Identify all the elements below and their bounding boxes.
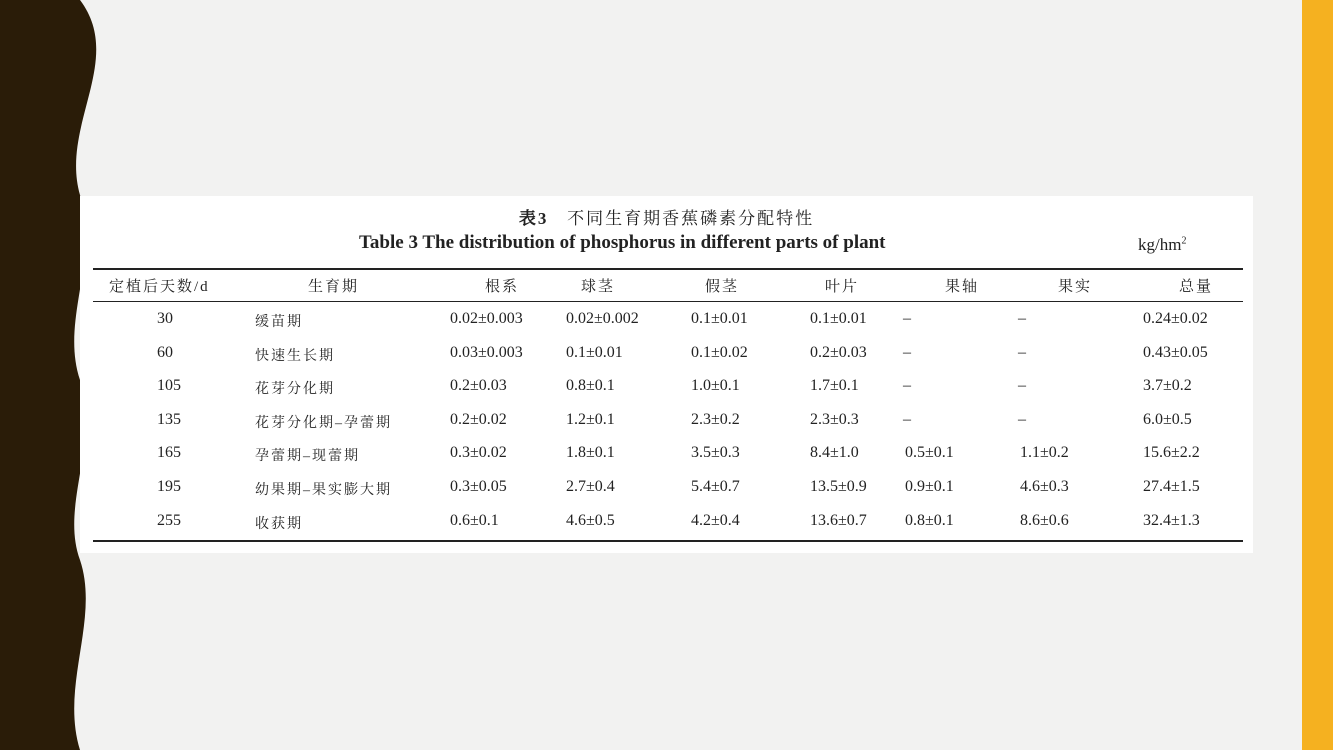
fruit-axis-cell: 0.5±0.1 — [905, 444, 954, 462]
column-header: 球茎 — [581, 279, 616, 295]
unit-superscript: 2 — [1181, 235, 1187, 247]
stage-cell: 孕蕾期–现蕾期 — [255, 449, 360, 465]
pseudostem-cell: 3.5±0.3 — [691, 444, 740, 462]
column-header: 果实 — [1058, 279, 1093, 295]
pseudostem-cell: 0.1±0.01 — [691, 310, 748, 327]
fruit-axis-cell: 0.9±0.1 — [905, 477, 954, 495]
table-unit — [1138, 235, 1186, 255]
total-cell: 3.7±0.2 — [1143, 377, 1192, 395]
root-cell: 0.02±0.003 — [450, 310, 523, 327]
stage-cell: 花芽分化期 — [255, 382, 335, 398]
fruit-axis-cell: – — [903, 377, 911, 395]
total-cell: 27.4±1.5 — [1143, 477, 1200, 495]
leaf-cell: 8.4±1.0 — [810, 444, 859, 462]
leaf-cell: 0.2±0.03 — [810, 343, 867, 361]
accent-side-bar — [1302, 0, 1333, 750]
fruit-axis-cell: – — [903, 343, 911, 361]
corm-cell: 1.8±0.1 — [566, 444, 615, 462]
days-cell: 255 — [157, 511, 181, 529]
root-cell: 0.3±0.05 — [450, 477, 507, 495]
column-header: 生育期 — [308, 279, 360, 295]
root-cell: 0.2±0.02 — [450, 410, 507, 428]
leaf-cell: 1.7±0.1 — [810, 377, 859, 395]
corm-cell: 2.7±0.4 — [566, 477, 615, 495]
table-row — [93, 472, 1243, 506]
stage-cell: 快速生长期 — [255, 348, 335, 364]
column-header: 定植后天数/d — [109, 279, 210, 295]
corm-cell: 0.02±0.002 — [566, 310, 639, 327]
leaf-cell: 2.3±0.3 — [810, 410, 859, 428]
total-cell: 0.43±0.05 — [1143, 343, 1208, 361]
column-header: 总量 — [1179, 279, 1214, 295]
table-caption-cn-label: 表3 — [518, 209, 549, 228]
table-row — [93, 506, 1243, 540]
days-cell: 105 — [157, 377, 181, 395]
column-header: 果轴 — [945, 279, 980, 295]
root-cell: 0.03±0.003 — [450, 343, 523, 361]
days-cell: 30 — [157, 310, 173, 327]
table-row — [93, 371, 1243, 405]
total-cell: 32.4±1.3 — [1143, 511, 1200, 529]
unit-text: kg/hm — [1138, 235, 1182, 254]
corm-cell: 0.1±0.01 — [566, 343, 623, 361]
total-cell: 6.0±0.5 — [1143, 410, 1192, 428]
fruit-cell: 4.6±0.3 — [1020, 477, 1069, 495]
pseudostem-cell: 1.0±0.1 — [691, 377, 740, 395]
column-header: 根系 — [485, 279, 520, 295]
stage-cell: 花芽分化期–孕蕾期 — [255, 415, 392, 431]
table-caption-cn — [80, 204, 1253, 229]
leaf-cell: 13.6±0.7 — [810, 511, 867, 529]
fruit-axis-cell: 0.8±0.1 — [905, 511, 954, 529]
fruit-cell: 1.1±0.2 — [1020, 444, 1069, 462]
days-cell: 60 — [157, 343, 173, 361]
days-cell: 165 — [157, 444, 181, 462]
leaf-cell: 0.1±0.01 — [810, 310, 867, 327]
days-cell: 135 — [157, 410, 181, 428]
table-row — [93, 304, 1243, 338]
table-header-rule — [93, 301, 1243, 302]
corm-cell: 1.2±0.1 — [566, 410, 615, 428]
root-cell: 0.2±0.03 — [450, 377, 507, 395]
phosphorus-distribution-table — [80, 196, 1253, 553]
table-row — [93, 405, 1243, 439]
table-caption-cn-text: 不同生育期香蕉磷素分配特性 — [567, 209, 815, 228]
table-body — [93, 304, 1243, 539]
stage-cell: 缓苗期 — [255, 315, 303, 330]
fruit-cell: – — [1018, 377, 1026, 395]
fruit-cell: 8.6±0.6 — [1020, 511, 1069, 529]
fruit-cell: – — [1018, 310, 1026, 327]
total-cell: 15.6±2.2 — [1143, 444, 1200, 462]
days-cell: 195 — [157, 477, 181, 495]
corm-cell: 0.8±0.1 — [566, 377, 615, 395]
column-header: 叶片 — [825, 279, 860, 295]
table-header-row — [93, 272, 1243, 300]
pseudostem-cell: 4.2±0.4 — [691, 511, 740, 529]
corm-cell: 4.6±0.5 — [566, 511, 615, 529]
leaf-cell: 13.5±0.9 — [810, 477, 867, 495]
stage-cell: 收获期 — [255, 516, 303, 532]
fruit-cell: – — [1018, 343, 1026, 361]
total-cell: 0.24±0.02 — [1143, 310, 1208, 327]
root-cell: 0.6±0.1 — [450, 511, 499, 529]
table-bottom-rule — [93, 540, 1243, 542]
stage-cell: 幼果期–果实膨大期 — [255, 482, 392, 498]
table-top-rule — [93, 268, 1243, 270]
pseudostem-cell: 2.3±0.2 — [691, 410, 740, 428]
pseudostem-cell: 5.4±0.7 — [691, 477, 740, 495]
fruit-cell: – — [1018, 410, 1026, 428]
root-cell: 0.3±0.02 — [450, 444, 507, 462]
fruit-axis-cell: – — [903, 410, 911, 428]
column-header: 假茎 — [705, 279, 740, 295]
pseudostem-cell: 0.1±0.02 — [691, 343, 748, 361]
table-caption-en: Table 3 The distribution of phosphorus in different parts of plant — [359, 232, 886, 253]
table-row — [93, 438, 1243, 472]
fruit-axis-cell: – — [903, 310, 911, 327]
table-row — [93, 338, 1243, 372]
